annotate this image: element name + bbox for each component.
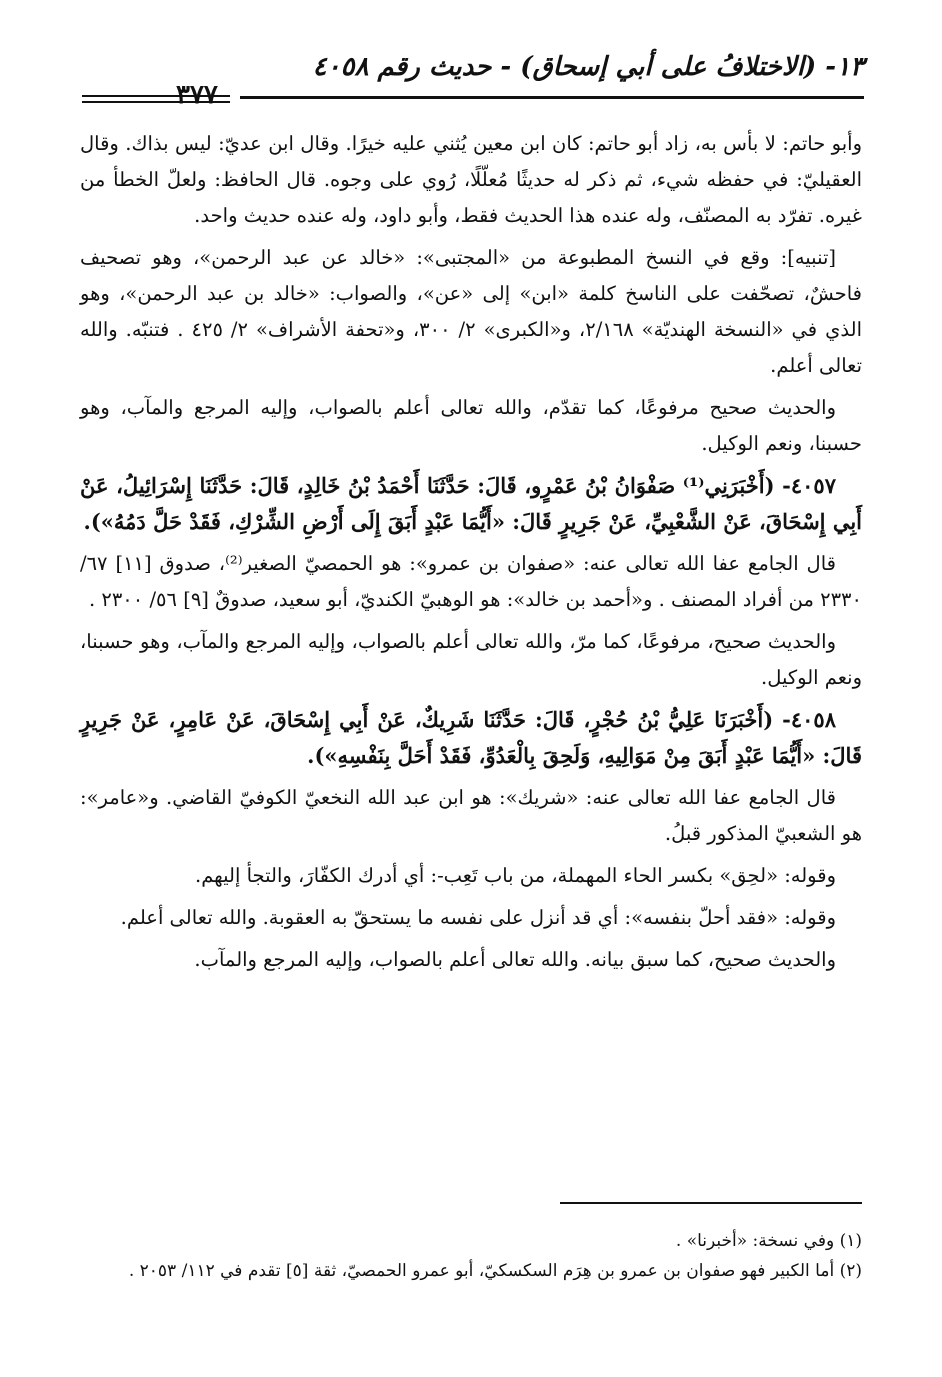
footnotes bbox=[80, 1226, 862, 1286]
header-rule bbox=[240, 96, 864, 99]
hadith-4058: ٤٠٥٨- (أَخْبَرَنَا عَلِيُّ بْنُ حُجْرٍ، قَالَ: حَدَّثَنَا شَرِيكٌ، عَنْ أَبِي إِسْحَاقَ، عَنْ عَامِرٍ، عَنْ جَرِيرٍ قَالَ: «أَيُّمَا عَبْدٍ أَبَقَ مِنْ مَوَالِيهِ، وَلَحِقَ بِالْعَدُوِّ، فَقَدْ أَحَلَّ بِنَفْسِهِ»). bbox=[80, 707, 862, 768]
paragraph-conclusion: والحديث صحيح مرفوعًا، كما تقدّم، والله تعالى أعلم بالصواب، وإليه المرجع والمآب، وهو حسبنا، ونعم الوكيل. bbox=[80, 396, 862, 455]
paragraph-note: [تنبيه]: وقع في النسخ المطبوعة من «المجتبى»: «خالد عن عبد الرحمن»، وهو تصحيف فاحشٌ، تصحّفت على الناسخ كلمة «ابن» إلى «عن»، والصواب: «خالد بن عبد الرحمن»، وهو الذي في «النسخة الهنديّة» ٢/١٦٨، و«الكبرى» ٢/ ٣٠٠، و«تحفة الأشراف» ٢/ ٤٢٥ . فتنبّه. والله تعالى أعلم. bbox=[80, 246, 862, 377]
paragraph-explanation: وقوله: «لحِق» بكسر الحاء المهملة، من باب تَعِب-: أي أدرك الكفّارَ، والتجأ إليهم. bbox=[195, 864, 836, 887]
paragraph-explanation: وقوله: «فقد أحلّ بنفسه»: أي قد أنزل على نفسه ما يستحقّ به العقوبة. والله تعالى أعلم. bbox=[120, 906, 836, 929]
paragraph-compiler-comment: قال الجامع عفا الله تعالى عنه: «صفوان بن عمرو»: هو الحمصيّ الصغير⁽²⁾، صدوق [١١] ٦٧/ ٢٣٣٠ من أفراد المصنف . و«أحمد بن خالد»: هو الوهبيّ الكنديّ، أبو سعيد، صدوقٌ [٩] ٥٦/ ٢٣٠٠ . bbox=[80, 552, 862, 611]
header-double-rule-bottom bbox=[82, 101, 230, 103]
chapter-title: ١٣- (الاختلافُ على أبي إسحاق) - حديث رقم ٤٠٥٨ bbox=[312, 52, 864, 82]
hadith-4057: ٤٠٥٧- (أَخْبَرَنِي⁽¹⁾ صَفْوَانُ بْنُ عَمْرٍو، قَالَ: حَدَّثَنَا أَحْمَدُ بْنُ خَالِدٍ، قَالَ: حَدَّثَنَا إِسْرَائِيلُ، عَنْ أَبِي إِسْحَاقَ، عَنْ الشَّعْبِيِّ، عَنْ جَرِيرٍ قَالَ: «أَيُّمَا عَبْدٍ أَبَقَ إِلَى أَرْضِ الشِّرْكِ، فَقَدْ حَلَّ دَمُهُ»). bbox=[80, 473, 862, 534]
paragraph-narrator-grading: وأبو حاتم: لا بأس به، زاد أبو حاتم: كان ابن معين يُثني عليه خيرًا. وقال ابن عديّ: ليس بذاك. وقال العقيليّ: في حفظه شيء، ثم ذكر له حديثًا مُعلّلًا، رُوي على وجوه. قال الحافظ: ولعلّ الخطأ من غيره. تفرّد به المصنّف، وله عنده هذا الحديث فقط، وأبو داود، وله عنده حديث واحد. bbox=[80, 132, 862, 227]
page-number: ٣٧٧ bbox=[176, 80, 218, 110]
header-double-rule-top bbox=[82, 95, 230, 97]
main-text bbox=[80, 126, 862, 984]
footnote-1: (١) وفي نسخة: «أخبرنا» . bbox=[675, 1231, 862, 1251]
footnote-2: (٢) أما الكبير فهو صفوان بن عمرو بن هِرَم السكسكيّ، أبو عمرو الحمصيّ، ثقة [٥] تقدم في ١١٢/ ٢٠٥٣ . bbox=[128, 1261, 862, 1281]
footnote-separator bbox=[560, 1202, 862, 1204]
paragraph-conclusion: والحديث صحيح، كما سبق بيانه. والله تعالى أعلم بالصواب، وإليه المرجع والمآب. bbox=[194, 948, 836, 971]
paragraph-conclusion: والحديث صحيح، مرفوعًا، كما مرّ، والله تعالى أعلم بالصواب، وإليه المرجع والمآب، وهو حسبنا، ونعم الوكيل. bbox=[80, 630, 862, 689]
paragraph-compiler-comment: قال الجامع عفا الله تعالى عنه: «شريك»: هو ابن عبد الله النخعيّ الكوفيّ القاضي. و«عامر»: هو الشعبيّ المذكور قبلُ. bbox=[80, 786, 862, 845]
